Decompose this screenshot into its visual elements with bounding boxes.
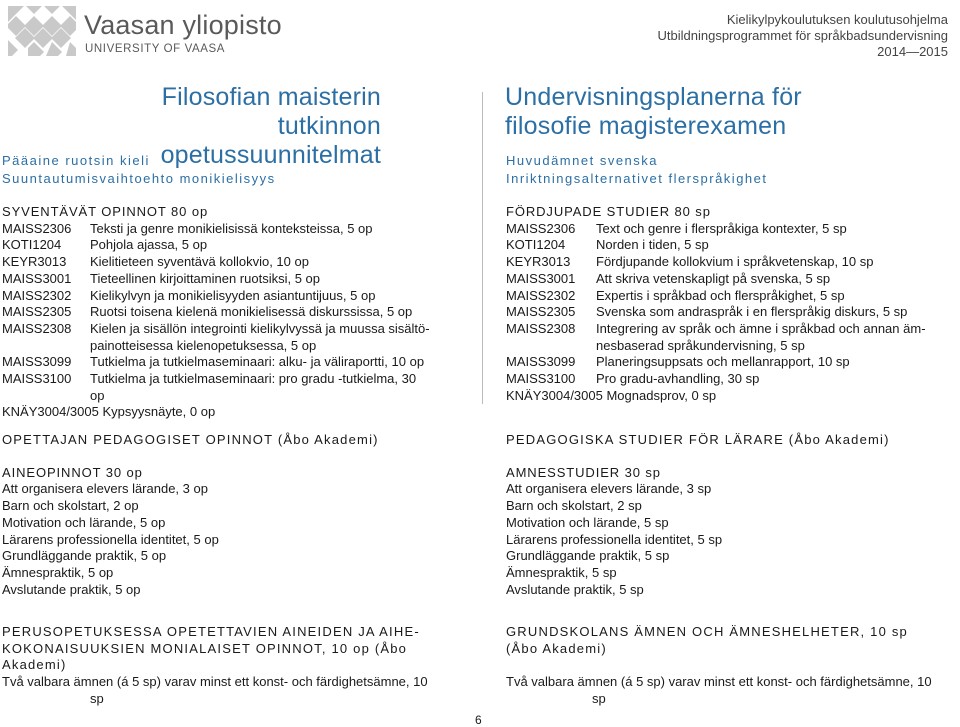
sub-heading: AINEOPINNOT 30 op xyxy=(2,464,143,480)
course-row xyxy=(506,254,958,271)
program-years: 2014—2015 xyxy=(877,44,948,59)
course-code: MAISS3099 xyxy=(506,354,576,370)
course-item: Ämnespraktik, 5 sp xyxy=(506,564,617,580)
course-code: MAISS2308 xyxy=(2,320,72,336)
course-title: Norden i tiden, 5 sp xyxy=(596,237,709,253)
section-heading: SYVENTÄVÄT OPINNOT 80 op xyxy=(2,204,209,219)
track-sv-name: Inriktningsalternativet flerspråkighet xyxy=(506,171,768,186)
course-row xyxy=(2,371,472,388)
course-title: Teksti ja genre monikielisissä konteksteissa, 5 op xyxy=(90,220,373,236)
course-row xyxy=(2,354,472,371)
course-code: MAISS3100 xyxy=(2,371,72,387)
page-number: 6 xyxy=(475,713,482,727)
course-code: KOTI1204 xyxy=(506,237,566,253)
course-title: Expertis i språkbad och flerspråkighet, 5 sp xyxy=(596,287,845,303)
section-heading-line1: GRUNDSKOLANS ÄMNEN OCH ÄMNESHELHETER, 10 sp xyxy=(506,624,908,639)
title-fi-line2: tutkinnon opetussuunnitelmat xyxy=(160,112,381,169)
course-code: KOTI1204 xyxy=(2,237,62,253)
course-title: Kielen ja sisällön integrointi kielikylvyssä ja muussa sisältö- xyxy=(90,320,430,336)
major-sv xyxy=(506,152,768,188)
course-title: Att skriva vetenskapligt på svenska, 5 sp xyxy=(596,270,831,286)
title-fi-line1: Filosofian maisterin xyxy=(161,83,381,111)
course-title: Tutkielma ja tutkielmaseminaari: pro gradu -tutkielma, 30 xyxy=(90,371,417,387)
course-title: Pro gradu-avhandling, 30 sp xyxy=(596,371,760,387)
section-heading-line3: Akademi) xyxy=(2,657,67,673)
course-code: MAISS3099 xyxy=(2,354,72,370)
course-title: Kielikylvyn ja monikielisyyden asiantuntijuus, 5 op xyxy=(90,287,376,303)
pedagogical-studies-fi xyxy=(2,432,472,598)
course-code: MAISS2306 xyxy=(2,220,72,236)
section-heading-line2: KOKONAISUUKSIEN MONIALAISET OPINNOT, 10 op (Åbo xyxy=(2,640,408,656)
program-header xyxy=(658,12,948,60)
course-row xyxy=(506,237,958,254)
program-name-fi: Kielikylpykoulutuksen koulutusohjelma xyxy=(726,12,948,27)
course-row xyxy=(506,288,958,305)
multidisciplinary-studies-fi xyxy=(2,624,472,708)
course-row xyxy=(2,304,472,321)
course-item: Motivation och lärande, 5 op xyxy=(2,514,166,530)
course-item: Att organisera elevers lärande, 3 op xyxy=(2,481,208,497)
major-fi-name: Pääaine ruotsin kieli xyxy=(2,153,150,168)
course-code: MAISS3001 xyxy=(506,270,576,286)
course-item: Barn och skolstart, 2 op xyxy=(2,498,139,514)
title-sv-line2: filosofie magisterexamen xyxy=(505,112,787,140)
course-code: MAISS2305 xyxy=(506,304,576,320)
course-code: MAISS2302 xyxy=(2,287,72,303)
course-item: Grundläggande praktik, 5 op xyxy=(2,548,167,564)
section-heading: FÖRDJUPADE STUDIER 80 sp xyxy=(506,204,711,219)
multidisciplinary-studies-sv xyxy=(506,624,958,708)
university-logo xyxy=(8,6,313,56)
track-fi-name: Suuntautumisvaihtoehto monikielisyys xyxy=(2,171,276,186)
course-code: MAISS2302 xyxy=(506,287,576,303)
section-heading-line1: PERUSOPETUKSESSA OPETETTAVIEN AINEIDEN JA AIHE- xyxy=(2,624,420,639)
course-item: Lärarens professionella identitet, 5 op xyxy=(2,531,219,547)
course-item: Grundläggande praktik, 5 sp xyxy=(506,548,670,564)
course-code: KEYR3013 xyxy=(506,254,571,270)
course-title: Integrering av språk och ämne i språkbad och annan äm- xyxy=(596,320,926,336)
course-code: KEYR3013 xyxy=(2,254,67,270)
course-title: Tutkielma ja tutkielmaseminaari: alku- ja väliraportti, 10 op xyxy=(90,354,425,370)
course-item: Lärarens professionella identitet, 5 sp xyxy=(506,531,723,547)
university-name: Vaasan yliopisto xyxy=(84,10,282,40)
maturity-test: KNÄY3004/3005 Kypsyysnäyte, 0 op xyxy=(2,404,216,420)
course-row xyxy=(2,321,472,338)
basic-text-line1: Två valbara ämnen (á 5 sp) varav minst ett konst- och färdighetsämne, 10 xyxy=(506,674,932,690)
course-code: MAISS2306 xyxy=(506,220,576,236)
course-title: Planeringsuppsats och mellanrapport, 10 sp xyxy=(596,354,850,370)
course-code: MAISS2308 xyxy=(506,320,576,336)
sub-heading: AMNESSTUDIER 30 sp xyxy=(506,464,661,480)
course-title: Ruotsi toisena kielenä monikielisessä diskurssissa, 5 op xyxy=(90,304,413,320)
course-row xyxy=(506,221,958,238)
course-title: Text och genre i flerspråkiga kontexter, 5 sp xyxy=(596,220,847,236)
course-code: MAISS3100 xyxy=(506,371,576,387)
course-row xyxy=(506,321,958,338)
title-sv xyxy=(505,83,900,141)
course-title-continued: nesbaserad språkundervisning, 5 sp xyxy=(596,337,805,353)
major-fi xyxy=(2,152,276,188)
basic-text-line2: sp xyxy=(592,690,606,706)
course-title: Svenska som andraspråk i en flerspråkig diskurs, 5 sp xyxy=(596,304,908,320)
section-heading: OPETTAJAN PEDAGOGISET OPINNOT (Åbo Akademi) xyxy=(2,432,379,447)
course-item: Ämnespraktik, 5 op xyxy=(2,564,114,580)
course-row xyxy=(2,221,472,238)
course-code: MAISS2305 xyxy=(2,304,72,320)
course-item: Motivation och lärande, 5 sp xyxy=(506,514,669,530)
course-title: Tieteellinen kirjoittaminen ruotsiksi, 5 op xyxy=(90,270,321,286)
basic-text-line1: Två valbara ämnen (á 5 sp) varav minst ett konst- och färdighetsämne, 10 xyxy=(2,674,428,690)
course-code: MAISS3001 xyxy=(2,270,72,286)
course-title-continued: painotteisessa kielenopetuksessa, 5 op xyxy=(90,337,317,353)
course-item: Avslutande praktik, 5 op xyxy=(2,581,141,597)
course-title: Fördjupande kollokvium i språkvetenskap, 10 sp xyxy=(596,254,874,270)
title-sv-line1: Undervisningsplanerna för xyxy=(505,83,802,111)
course-title: Pohjola ajassa, 5 op xyxy=(90,237,208,253)
course-row xyxy=(2,254,472,271)
course-title: Kielitieteen syventävä kollokvio, 10 op xyxy=(90,254,309,270)
course-row xyxy=(506,354,958,371)
major-sv-name: Huvudämnet svenska xyxy=(506,153,659,168)
course-item: Barn och skolstart, 2 sp xyxy=(506,498,642,514)
course-row xyxy=(506,271,958,288)
section-heading-line2: (Åbo Akademi) xyxy=(506,640,607,656)
university-name-en: UNIVERSITY OF VAASA xyxy=(85,43,226,55)
program-name-sv: Utbildningsprogrammet för språkbadsundervisning xyxy=(657,28,948,43)
course-row xyxy=(2,288,472,305)
course-item: Avslutande praktik, 5 sp xyxy=(506,581,644,597)
column-divider xyxy=(482,92,483,404)
course-row xyxy=(506,371,958,388)
section-heading: PEDAGOGISKA STUDIER FÖR LÄRARE (Åbo Akademi) xyxy=(506,432,890,447)
basic-text-line2: sp xyxy=(90,690,104,706)
pedagogical-studies-sv xyxy=(506,432,958,598)
university-emblem-icon xyxy=(8,6,76,56)
course-row xyxy=(506,304,958,321)
advanced-studies-fi xyxy=(2,204,472,421)
maturity-test: KNÄY3004/3005 Mognadsprov, 0 sp xyxy=(506,387,717,403)
course-row xyxy=(2,237,472,254)
course-row xyxy=(2,271,472,288)
course-title-continued: op xyxy=(90,387,105,403)
course-item: Att organisera elevers lärande, 3 sp xyxy=(506,481,712,497)
advanced-studies-sv xyxy=(506,204,958,404)
